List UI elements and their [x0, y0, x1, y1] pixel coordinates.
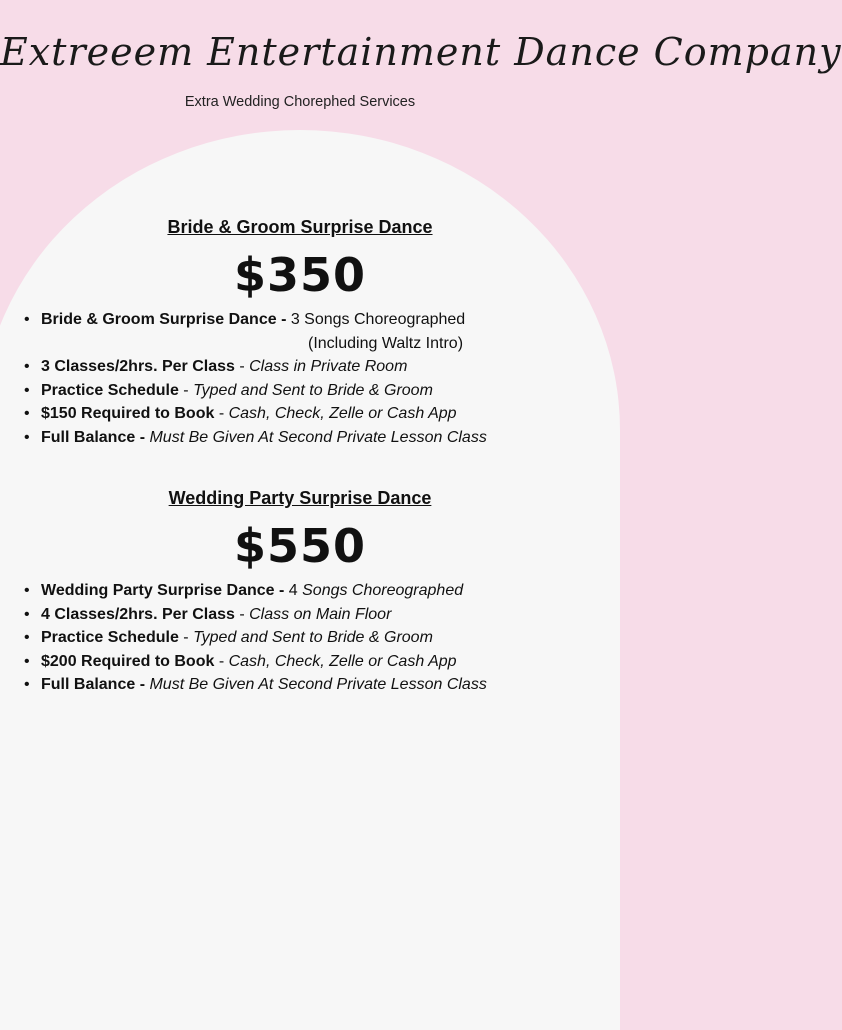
item-desc: Class on Main Floor: [249, 605, 392, 623]
list-item: [24, 673, 600, 697]
list-item: [24, 426, 600, 450]
list-item: [24, 308, 600, 355]
item-label: $150 Required to Book: [41, 405, 215, 422]
list-item: [24, 379, 600, 403]
item-label: $200 Required to Book: [41, 652, 215, 670]
item-desc: Must Be Given At Second Private Lesson Class: [145, 428, 487, 446]
list-item: [24, 402, 600, 426]
item-sep: -: [214, 405, 229, 422]
item-desc-continued: (Including Waltz Intro): [308, 334, 464, 352]
price: $550: [233, 519, 367, 573]
item-label: 3 Classes/2hrs. Per Class: [41, 358, 235, 375]
item-label: Wedding Party Surprise Dance -: [41, 582, 285, 599]
feature-list: [0, 308, 600, 449]
list-item: [24, 626, 600, 650]
item-sep: -: [234, 358, 250, 375]
price: $350: [233, 248, 367, 302]
item-desc: Typed and Sent to Bride & Groom: [193, 381, 433, 399]
list-item: [24, 603, 600, 627]
wedding-party-section: [0, 488, 600, 697]
item-desc: 3 Songs Choreographed: [286, 311, 466, 328]
item-num: 4: [284, 582, 298, 599]
item-label: Full Balance -: [41, 676, 146, 693]
item-label: Practice Schedule: [41, 629, 179, 646]
item-sep: -: [214, 652, 229, 670]
item-sep: -: [178, 629, 194, 646]
section-heading: Bride & Groom Surprise Dance: [167, 217, 433, 237]
bride-groom-section: [0, 217, 600, 449]
item-label: Full Balance -: [41, 428, 146, 446]
list-item: [24, 579, 600, 603]
list-item: [24, 355, 600, 379]
subtitle: Extra Wedding Chorephed Services: [184, 94, 416, 110]
item-desc: Cash, Check, Zelle or Cash App: [228, 652, 457, 670]
item-desc: Class in Private Room: [249, 358, 408, 375]
item-sep: -: [178, 381, 194, 399]
list-item: [24, 650, 600, 674]
section-heading: Wedding Party Surprise Dance: [168, 488, 432, 508]
item-sep: -: [234, 605, 250, 623]
item-label: Bride & Groom Surprise Dance -: [41, 311, 287, 328]
item-label: Practice Schedule: [41, 381, 179, 399]
item-desc: Songs Choreographed: [297, 582, 464, 599]
feature-list: [0, 579, 600, 697]
item-label: 4 Classes/2hrs. Per Class: [41, 605, 235, 623]
item-desc: Cash, Check, Zelle or Cash App: [228, 405, 457, 422]
item-desc: Must Be Given At Second Private Lesson Class: [145, 676, 487, 693]
item-desc: Typed and Sent to Bride & Groom: [193, 629, 433, 646]
company-title: Extreeem Entertainment Dance Company: [0, 30, 842, 74]
